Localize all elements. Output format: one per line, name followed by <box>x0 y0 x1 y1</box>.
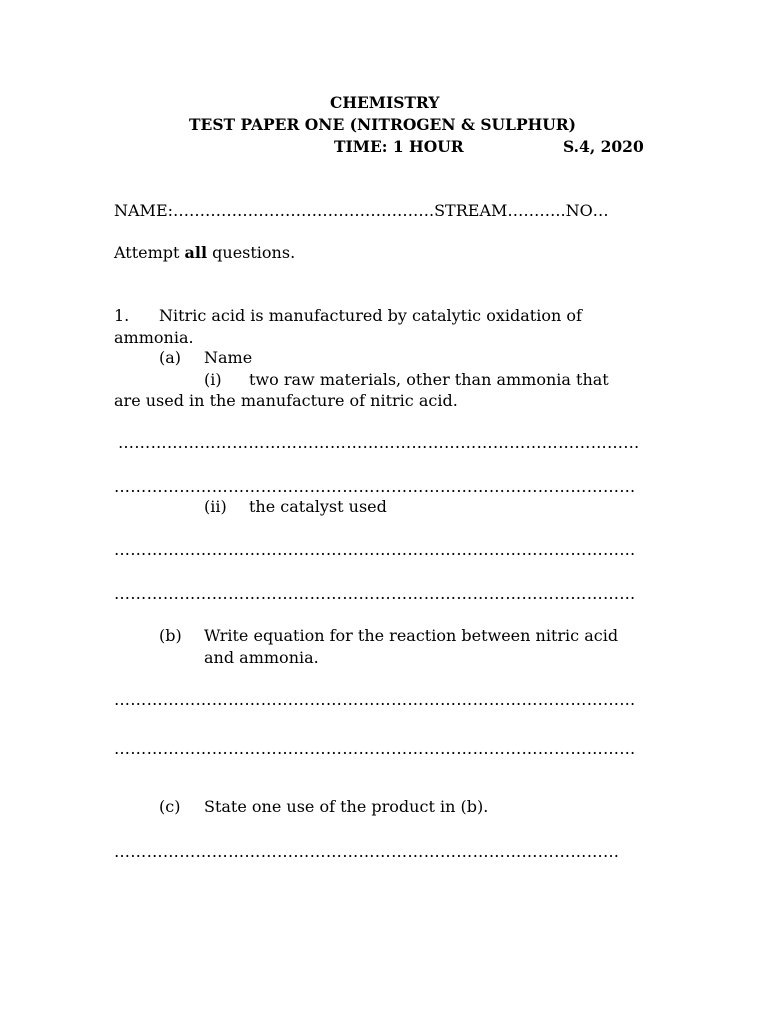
answer-line-a-ii-1[interactable]: …………………………………………………………………………………… <box>114 540 636 559</box>
part-a-label: (a) <box>159 348 182 367</box>
instructions <box>114 243 295 263</box>
instructions-emphasis: all <box>184 243 208 262</box>
answer-line-a-ii-2[interactable]: …………………………………………………………………………………… <box>114 584 636 603</box>
answer-line-a-i-1[interactable]: …………………………………………………………………………………… <box>118 433 640 452</box>
question-1-stem-line2: ammonia. <box>114 328 194 347</box>
class-year: S.4, 2020 <box>563 137 644 156</box>
part-c-text: State one use of the product in (b). <box>204 797 489 816</box>
part-a-i-text-line2: are used in the manufacture of nitric acid. <box>114 391 458 410</box>
answer-line-b-1[interactable]: …………………………………………………………………………………… <box>114 690 636 709</box>
subject-title: CHEMISTRY <box>330 93 440 112</box>
part-a-i-text-line1: two raw materials, other than ammonia that <box>249 370 609 389</box>
part-b-label: (b) <box>159 626 182 645</box>
part-b-text-line2: and ammonia. <box>204 648 319 667</box>
part-b-text-line1: Write equation for the reaction between nitric acid <box>204 626 619 645</box>
part-a-ii-label: (ii) <box>204 497 227 516</box>
exam-time: TIME: 1 HOUR <box>334 137 464 156</box>
candidate-details-line: NAME:………………………………………….STREAM………..NO… <box>114 201 609 220</box>
instructions-suffix: questions. <box>207 243 296 262</box>
answer-line-b-2[interactable]: …………………………………………………………………………………… <box>114 739 636 758</box>
part-a-i-label: (i) <box>204 370 222 389</box>
paper-title: TEST PAPER ONE (NITROGEN & SULPHUR) <box>189 115 576 134</box>
answer-line-a-i-2[interactable]: …………………………………………………………………………………… <box>114 477 636 496</box>
answer-line-c-1[interactable]: ………………………………………………………………………………… <box>114 842 620 861</box>
part-c-label: (c) <box>159 797 181 816</box>
part-a-ii-text: the catalyst used <box>249 497 387 516</box>
instructions-prefix: Attempt <box>114 243 185 262</box>
question-1-number: 1. <box>114 306 130 325</box>
part-a-text: Name <box>204 348 253 367</box>
question-1-stem-line1: Nitric acid is manufactured by catalytic oxidation of <box>159 306 582 325</box>
